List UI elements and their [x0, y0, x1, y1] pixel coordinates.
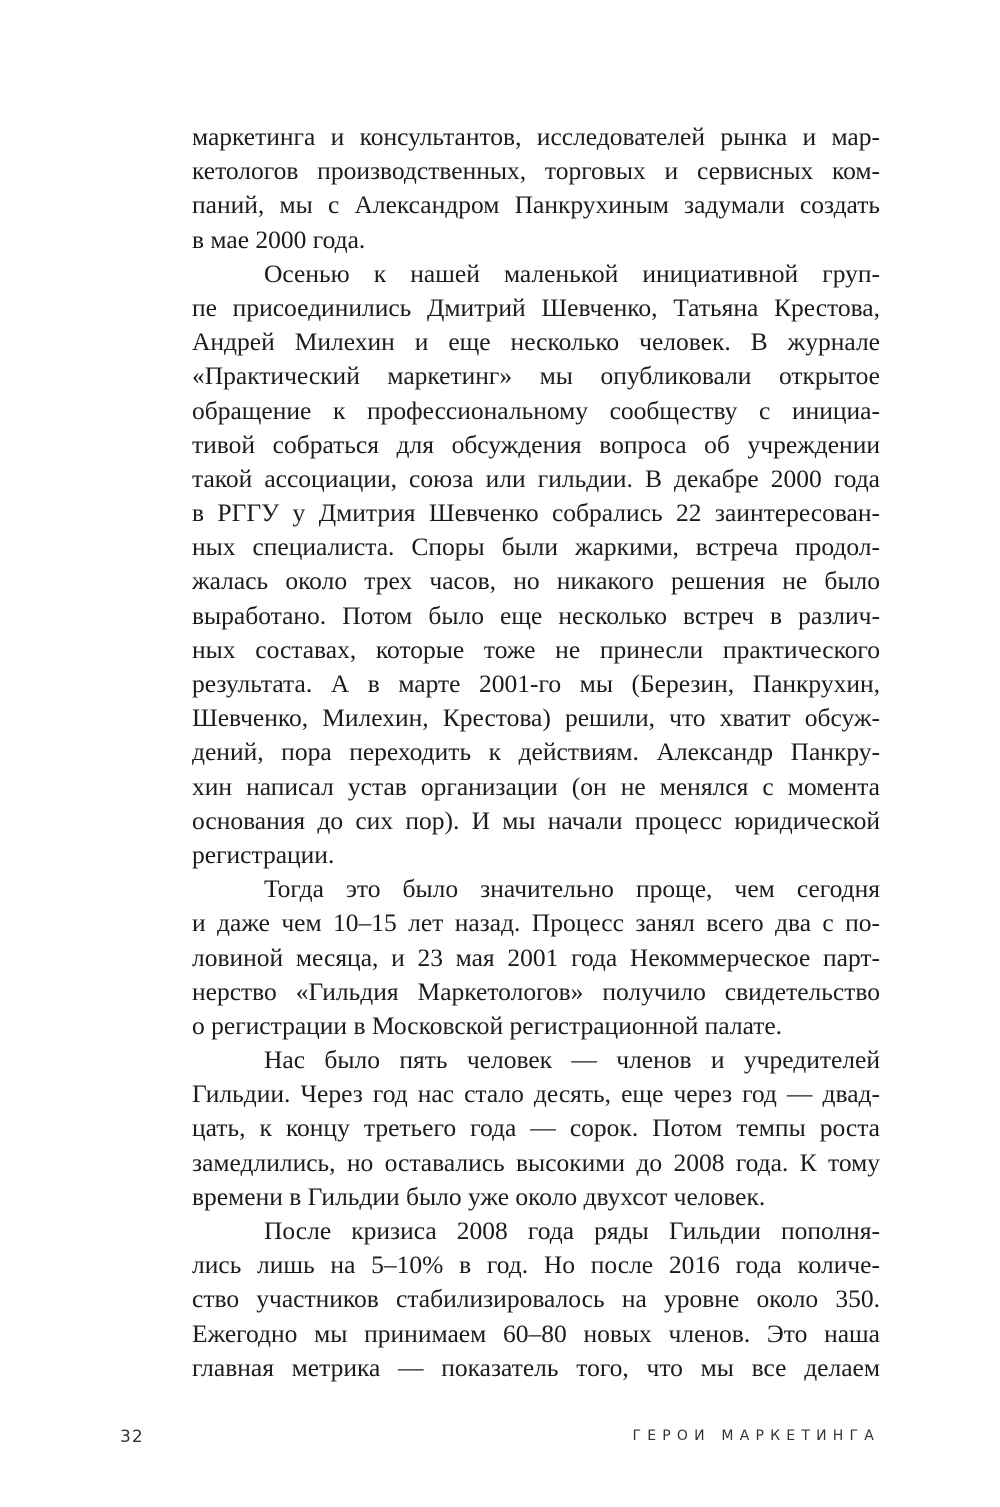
text-line: ных составах, которые тоже не принесли практического [192, 634, 880, 664]
text-line: жалась около трех часов, но никакого решения не было [192, 566, 880, 596]
text-line: Нас было пять человек — членов и учредителей [264, 1045, 880, 1075]
paragraph-2 [192, 257, 880, 872]
text-line: главная метрика — показатель того, что мы все делаем [192, 1352, 880, 1382]
paragraph-4 [192, 1043, 880, 1214]
text-line: паний, мы с Александром Панкрухиным задумали создать [192, 190, 880, 220]
text-line: о регистрации в Московской регистрационной палате. [192, 1010, 783, 1040]
text-line: Гильдии. Через год нас стало десять, еще через год — двад- [192, 1079, 880, 1109]
text-line: цать, к концу третьего года — сорок. Потом темпы роста [192, 1113, 880, 1143]
text-line: Андрей Милехин и еще несколько человек. В журнале [192, 327, 880, 357]
paragraph-5 [192, 1214, 880, 1385]
text-line: ловиной месяца, и 23 мая 2001 года Некоммерческое парт- [192, 942, 880, 972]
running-title: ГЕРОИ МАРКЕТИНГА [632, 1428, 880, 1444]
text-line: Осенью к нашей маленькой инициативной груп- [264, 258, 880, 288]
text-line: такой ассоциации, союза или гильдии. В декабре 2000 года [192, 463, 880, 493]
paragraph-1 [192, 120, 880, 257]
text-line: тивой собраться для обсуждения вопроса об учреждении [192, 429, 880, 459]
text-line: лись лишь на 5–10% в год. Но после 2016 года количе- [192, 1250, 880, 1280]
body-text [192, 120, 880, 1385]
text-line: Ежегодно мы принимаем 60–80 новых членов. Это наша [192, 1318, 880, 1348]
text-line: и даже чем 10–15 лет назад. Процесс занял всего два с по- [192, 908, 880, 938]
text-line: Шевченко, Милехин, Крестова) решили, что хватит обсуж- [192, 703, 880, 733]
text-line: времени в Гильдии было уже около двухсот человек. [192, 1181, 766, 1211]
text-line: «Практический маркетинг» мы опубликовали открытое [192, 361, 880, 391]
text-line: маркетинга и консультантов, исследователей рынка и мар- [192, 122, 880, 151]
text-line: дений, пора переходить к действиям. Александр Панкру- [192, 737, 880, 767]
text-line: нерство «Гильдия Маркетологов» получило свидетельство [192, 976, 880, 1006]
text-line: выработано. Потом было еще несколько встреч в различ- [192, 600, 880, 630]
text-line: основания до сих пор). И мы начали процесс юридической [192, 805, 880, 835]
text-line: хин написал устав организации (он не менялся с момента [192, 771, 880, 801]
text-line: пе присоединились Дмитрий Шевченко, Татьяна Крестова, [192, 292, 880, 322]
text-line: После кризиса 2008 года ряды Гильдии пополня- [264, 1216, 880, 1245]
paragraph-3 [192, 872, 880, 1043]
text-line: ство участников стабилизировалось на уровне около 350. [192, 1284, 880, 1314]
page-footer [120, 1427, 880, 1451]
text-line: регистрации. [192, 839, 335, 869]
text-line: Тогда это было значительно проще, чем сегодня [264, 874, 880, 904]
text-line: обращение к профессиональному сообществу с инициа- [192, 395, 880, 425]
text-line: ных специалиста. Споры были жаркими, встреча продол- [192, 532, 880, 562]
text-line: кетологов производственных, торговых и сервисных ком- [192, 156, 880, 186]
text-line: в РГГУ у Дмитрия Шевченко собрались 22 заинтересован- [192, 498, 880, 528]
text-line: в мае 2000 года. [192, 224, 366, 254]
page-number: 32 [120, 1427, 144, 1447]
text-line: замедлились, но оставались высокими до 2008 года. К тому [192, 1147, 880, 1177]
text-line: результата. А в марте 2001-го мы (Березин, Панкрухин, [192, 669, 880, 698]
